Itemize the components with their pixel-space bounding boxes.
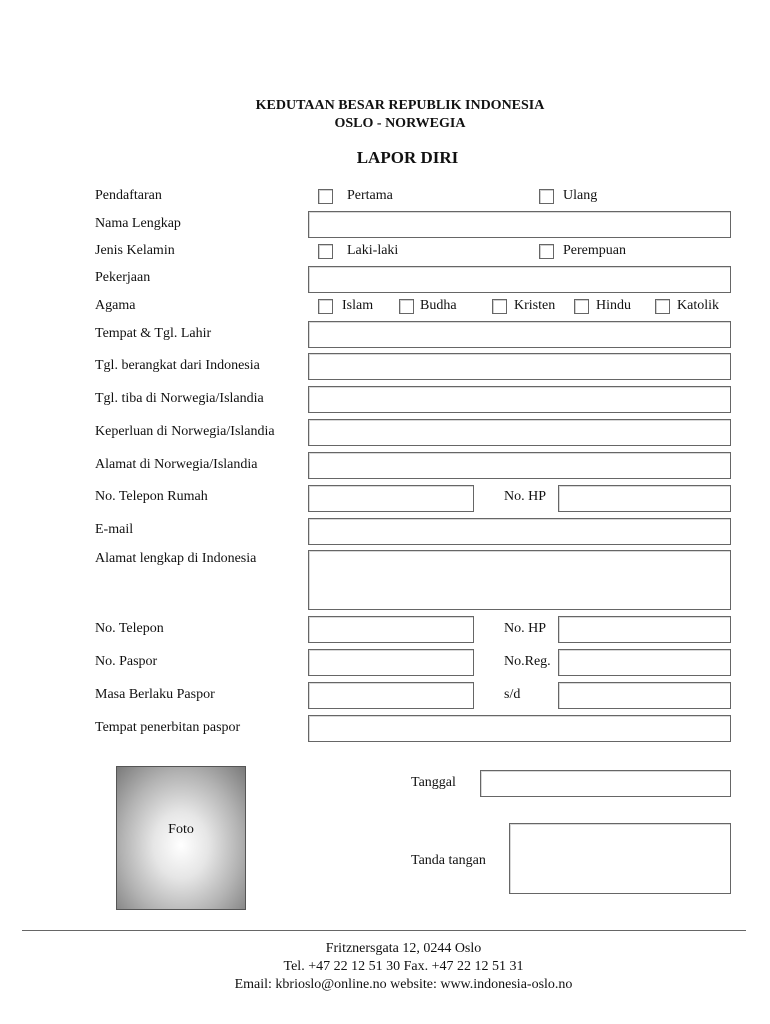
checkbox-katolik[interactable] [655, 299, 670, 314]
checkbox-hindu[interactable] [574, 299, 589, 314]
label-alamat-norwegia: Alamat di Norwegia/Islandia [95, 457, 258, 472]
alamat-norwegia-field[interactable] [308, 452, 731, 479]
no-paspor-field[interactable] [308, 649, 474, 676]
label-no-hp: No. HP [504, 489, 547, 504]
photo-placeholder[interactable] [116, 766, 246, 910]
option-hindu: Hindu [596, 298, 631, 313]
label-tanggal: Tanggal [411, 775, 456, 790]
label-no-telepon: No. Telepon [95, 621, 164, 636]
masa-berlaku-from-field[interactable] [308, 682, 474, 709]
label-no-paspor: No. Paspor [95, 654, 158, 669]
label-agama: Agama [95, 298, 136, 313]
masa-berlaku-to-field[interactable] [558, 682, 731, 709]
checkbox-laki-laki[interactable] [318, 244, 333, 259]
footer-phone: Tel. +47 22 12 51 30 Fax. +47 22 12 51 31 [283, 959, 524, 974]
label-tempat-tgl-lahir: Tempat & Tgl. Lahir [95, 326, 212, 341]
tempat-tgl-lahir-field[interactable] [308, 321, 731, 348]
label-keperluan: Keperluan di Norwegia/Islandia [95, 424, 275, 439]
checkbox-islam[interactable] [318, 299, 333, 314]
no-hp-2-field[interactable] [558, 616, 731, 643]
option-islam: Islam [342, 298, 374, 313]
option-pertama: Pertama [347, 188, 393, 203]
option-ulang: Ulang [563, 188, 598, 203]
footer-address: Fritznersgata 12, 0244 Oslo [325, 941, 482, 956]
label-telepon-rumah: No. Telepon Rumah [95, 489, 208, 504]
photo-label: Foto [168, 822, 194, 837]
label-no-hp-2: No. HP [504, 621, 547, 636]
nama-lengkap-field[interactable] [308, 211, 731, 238]
telepon-rumah-field[interactable] [308, 485, 474, 512]
label-tempat-penerbitan: Tempat penerbitan paspor [95, 720, 241, 735]
option-laki-laki: Laki-laki [347, 243, 399, 258]
no-telepon-field[interactable] [308, 616, 474, 643]
checkbox-pertama[interactable] [318, 189, 333, 204]
footer-contact: Email: kbrioslo@online.no website: www.indonesia-oslo.no [234, 977, 573, 992]
label-nama-lengkap: Nama Lengkap [95, 216, 181, 231]
label-masa-berlaku: Masa Berlaku Paspor [95, 687, 215, 702]
label-sd: s/d [504, 687, 521, 702]
email-field[interactable] [308, 518, 731, 545]
no-hp-field[interactable] [558, 485, 731, 512]
option-kristen: Kristen [514, 298, 556, 313]
label-pekerjaan: Pekerjaan [95, 270, 151, 285]
checkbox-budha[interactable] [399, 299, 414, 314]
checkbox-perempuan[interactable] [539, 244, 554, 259]
label-no-reg: No.Reg. [504, 654, 551, 669]
embassy-name: KEDUTAAN BESAR REPUBLIK INDONESIA [255, 98, 545, 113]
label-tgl-berangkat: Tgl. berangkat dari Indonesia [95, 358, 260, 373]
label-jenis-kelamin: Jenis Kelamin [95, 243, 175, 258]
label-pendaftaran: Pendaftaran [95, 188, 162, 203]
label-tgl-tiba: Tgl. tiba di Norwegia/Islandia [95, 391, 264, 406]
tgl-tiba-field[interactable] [308, 386, 731, 413]
no-reg-field[interactable] [558, 649, 731, 676]
label-tanda-tangan: Tanda tangan [411, 853, 486, 868]
alamat-indonesia-field[interactable] [308, 550, 731, 610]
footer-divider [22, 930, 746, 931]
tanggal-field[interactable] [480, 770, 731, 797]
option-perempuan: Perempuan [563, 243, 626, 258]
option-budha: Budha [420, 298, 457, 313]
option-katolik: Katolik [677, 298, 719, 313]
label-alamat-indonesia: Alamat lengkap di Indonesia [95, 551, 257, 566]
form-title: LAPOR DIRI [356, 148, 459, 167]
checkbox-kristen[interactable] [492, 299, 507, 314]
embassy-location: OSLO - NORWEGIA [334, 116, 466, 131]
tgl-berangkat-field[interactable] [308, 353, 731, 380]
label-email: E-mail [95, 522, 134, 537]
keperluan-field[interactable] [308, 419, 731, 446]
tanda-tangan-field[interactable] [509, 823, 731, 894]
checkbox-ulang[interactable] [539, 189, 554, 204]
tempat-penerbitan-field[interactable] [308, 715, 731, 742]
pekerjaan-field[interactable] [308, 266, 731, 293]
